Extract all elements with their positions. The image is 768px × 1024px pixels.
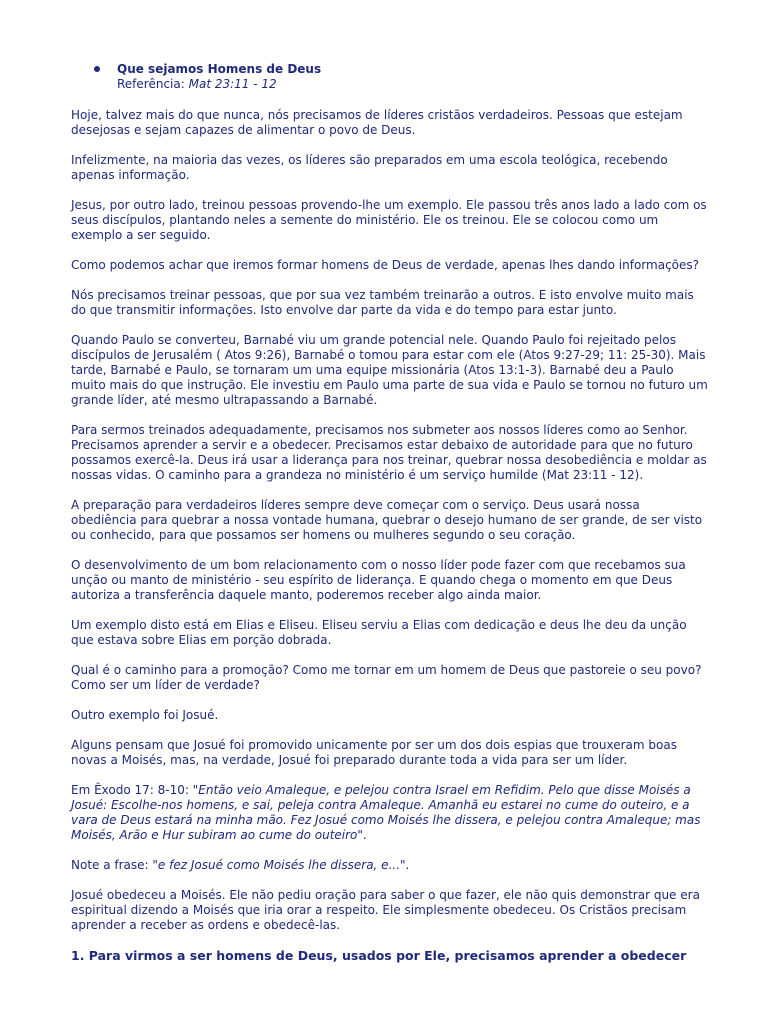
paragraph-13: Alguns pensam que Josué foi promovido unicamente por ser um dos dois espias que trouxeram boas novas a Moisés, mas, na verdade, Josué foi preparado durante toda a vida para ser um líder. — [71, 738, 677, 767]
paragraph-6: Quando Paulo se converteu, Barnabé viu um grande potencial nele. Quando Paulo foi rejeitado pelos discípulos de Jerusalém ( Atos 9:26), Barnabé o tomou para estar com ele (Atos 9:27-29; 11: 25-30). Mais tarde, Barnabé e Paulo, se tornaram um uma equipe missionária (Atos 13:1-3). Barnabé deu a Paulo muito mais do que instrução. Ele investiu em Paulo uma parte de sua vida e Paulo se tornou no futuro um grande líder, até mesmo ultrapassando a Barnabé. — [71, 333, 708, 407]
reference-line — [117, 77, 708, 92]
paragraph-10: Um exemplo disto está em Elias e Eliseu. Eliseu serviu a Elias com dedicação e deus lhe deu da unção que estava sobre Elias em porção dobrada. — [71, 618, 687, 647]
paragraph-7: Para sermos treinados adequadamente, precisamos nos submeter aos nossos líderes como ao Senhor. Precisamos aprender a servir e a obedecer. Precisamos estar debaixo de autoridade para que no futuro possamos exercê-la. Deus irá usar a liderança para nos treinar, quebrar nossa desobediência e moldar as nossas vidas. O caminho para a grandeza no ministério é um serviço humilde (Mat 23:11 - 12). — [71, 423, 707, 482]
paragraph-15-end: . — [405, 858, 410, 872]
paragraph-9: O desenvolvimento de um bom relacionamento com o nosso líder pode fazer com que recebamos sua unção ou manto de ministério - seu espírito de liderança. E quando chega o momento em que Deus autoriza a transferência daquele manto, poderemos receber algo ainda maior. — [71, 558, 686, 602]
paragraph-16: Josué obedeceu a Moisés. Ele não pediu oração para saber o que fazer, ele não quis demonstrar que era espiritual dizendo a Moisés que iria orar a respeito. Ele simplesmente obedeceu. Os Cristãos precisam aprender a receber as ordens e obedecê-las. — [71, 888, 700, 932]
reference-value: Mat 23:11 - 12 — [188, 77, 277, 91]
paragraph-15 — [71, 858, 708, 873]
bullet-title: Que sejamos Homens de Deus — [117, 62, 322, 76]
phrase-quote: "e fez Josué como Moisés lhe dissera, e..." — [152, 858, 406, 872]
reference-label: Referência: — [117, 77, 185, 91]
paragraph-2: Infelizmente, na maioria das vezes, os líderes são preparados em uma escola teológica, recebendo apenas informação. — [71, 153, 668, 182]
paragraph-12: Outro exemplo foi Josué. — [71, 708, 219, 722]
paragraph-11: Qual é o caminho para a promoção? Como me tornar em um homem de Deus que pastoreie o seu povo? Como ser um líder de verdade? — [71, 663, 702, 692]
paragraph-3: Jesus, por outro lado, treinou pessoas provendo-lhe um exemplo. Ele passou três anos lado a lado com os seus discípulos, plantando neles a semente do ministério. Ele os treinou. Ele se colocou como um exemplo a ser seguido. — [71, 198, 707, 242]
paragraph-14 — [71, 783, 708, 843]
paragraph-8: A preparação para verdadeiros líderes sempre deve começar com o serviço. Deus usará nossa obediência para quebrar a nossa vontade humana, quebrar o desejo humano de ser grande, de ser visto ou conhecido, para que possamos ser homens ou mulheres segundo o seu coração. — [71, 498, 703, 542]
section-heading: 1. Para virmos a ser homens de Deus, usados por Ele, precisamos aprender a obedecer — [71, 948, 687, 963]
paragraph-4: Como podemos achar que iremos formar homens de Deus de verdade, apenas lhes dando informações? — [71, 258, 700, 272]
paragraph-1: Hoje, talvez mais do que nunca, nós precisamos de líderes cristãos verdadeiros. Pessoas que estejam desejosas e sejam capazes de alimentar o povo de Deus. — [71, 108, 683, 137]
paragraph-5: Nós precisamos treinar pessoas, que por sua vez também treinarão a outros. E isto envolve muito mais do que transmitir informações. Isto envolve dar parte da vida e do tempo para estar junto. — [71, 288, 694, 317]
paragraph-14-end: . — [362, 828, 367, 842]
paragraph-15-lead: Note a frase: — [71, 858, 153, 872]
bullet-item — [117, 62, 708, 92]
paragraph-14-lead: Em Êxodo 17: 8-10: — [71, 783, 193, 797]
bullet-dot-icon — [94, 66, 100, 72]
exodus-quote: "Então veio Amaleque, e pelejou contra Israel em Refidim. Pelo que disse Moisés a Josué: Escolhe-nos homens, e sai, peleja contra Amaleque. Amanhã eu estarei no cume do outeiro, e a vara de Deus estará na minha mão. Fez Josué como Moisés lhe dissera, e pelejou contra Amaleque; mas Moisés, Arão e Hur subiram ao cume do outeiro" — [71, 783, 701, 842]
